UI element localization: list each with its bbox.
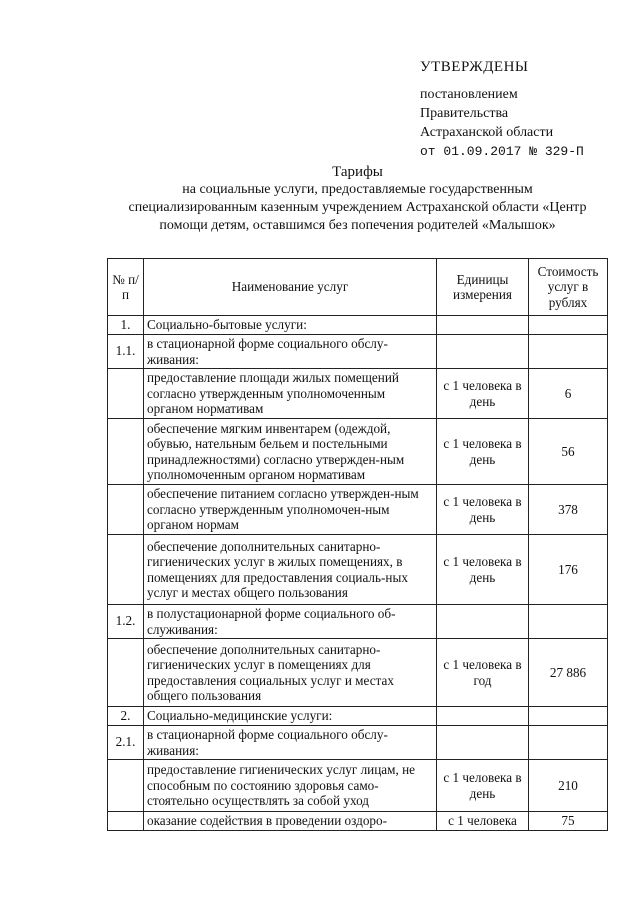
row-name: в стационарной форме социального обслу-живания: xyxy=(144,726,437,760)
row-cost xyxy=(529,707,608,726)
table-row xyxy=(108,335,608,369)
row-unit: с 1 человека в день xyxy=(437,485,529,535)
table-row xyxy=(108,316,608,335)
row-name: предоставление гигиенических услуг лицам, не способным по состоянию здоровья само-стоятельно осуществлять за собой уход xyxy=(144,760,437,812)
row-cost xyxy=(529,726,608,760)
approval-line: Астраханской области xyxy=(420,125,554,140)
row-unit xyxy=(437,335,529,369)
approval-line: Правительства xyxy=(420,106,509,121)
title-line: помощи детям, оставшимся без попечения родителей «Малышок» xyxy=(159,218,556,233)
row-unit xyxy=(437,316,529,335)
table-row xyxy=(108,639,608,707)
row-name: обеспечение мягким инвентарем (одеждой, обувью, нательным бельем и постельными принадлежностями) согласно утвержден-ным уполномоченным органом нормативам xyxy=(144,419,437,485)
row-unit: с 1 человека в год xyxy=(437,639,529,707)
row-cost: 56 xyxy=(529,419,608,485)
row-no xyxy=(108,812,144,831)
row-cost xyxy=(529,335,608,369)
row-cost: 176 xyxy=(529,535,608,605)
row-name: Социально-бытовые услуги: xyxy=(144,316,437,335)
row-name: в полустационарной форме социального об-служивания: xyxy=(144,605,437,639)
row-name: обеспечение питанием согласно утвержден-ным согласно утвержденным уполномочен-ным органом нормам xyxy=(144,485,437,535)
row-cost xyxy=(529,605,608,639)
row-unit: с 1 человека xyxy=(437,812,529,831)
header-unit: Единицы измерения xyxy=(437,259,529,316)
row-no: 2.1. xyxy=(108,726,144,760)
table-row xyxy=(108,419,608,485)
approved-heading: УТВЕРЖДЕНЫ xyxy=(420,59,529,75)
row-no xyxy=(108,535,144,605)
tariffs-table xyxy=(107,258,608,831)
decree-number: от 01.09.2017 № 329-П xyxy=(420,144,584,159)
row-unit xyxy=(437,605,529,639)
row-name: обеспечение дополнительных санитарно-гигиенических услуг в жилых помещениях, в помещениях для предоставления социаль-ных услуг и местах общего пользования xyxy=(144,535,437,605)
approval-block xyxy=(420,58,620,161)
table-row xyxy=(108,605,608,639)
table-row xyxy=(108,369,608,419)
document-title-block xyxy=(105,163,610,235)
row-name: Социально-медицинские услуги: xyxy=(144,707,437,726)
document-title: Тарифы xyxy=(332,164,383,180)
row-unit: с 1 человека в день xyxy=(437,760,529,812)
row-cost: 6 xyxy=(529,369,608,419)
row-unit xyxy=(437,726,529,760)
header-name: Наименование услуг xyxy=(144,259,437,316)
table-row xyxy=(108,485,608,535)
row-no xyxy=(108,485,144,535)
row-no: 2. xyxy=(108,707,144,726)
row-cost xyxy=(529,316,608,335)
row-name: в стационарной форме социального обслу-живания: xyxy=(144,335,437,369)
row-name: обеспечение дополнительных санитарно-гигиенических услуг в помещениях для предоставления социальных услуг и местах общего пользования xyxy=(144,639,437,707)
row-name: предоставление площади жилых помещений согласно утвержденным уполномоченным органом нормативам xyxy=(144,369,437,419)
table-row xyxy=(108,707,608,726)
row-unit xyxy=(437,707,529,726)
approval-line: постановлением xyxy=(420,87,518,102)
row-no xyxy=(108,760,144,812)
row-no xyxy=(108,639,144,707)
row-no: 1.2. xyxy=(108,605,144,639)
table-row xyxy=(108,535,608,605)
header-no: № п/п xyxy=(108,259,144,316)
header-cost: Стоимость услуг в рублях xyxy=(529,259,608,316)
row-no: 1.1. xyxy=(108,335,144,369)
row-no xyxy=(108,369,144,419)
row-unit: с 1 человека в день xyxy=(437,419,529,485)
row-no: 1. xyxy=(108,316,144,335)
table-row xyxy=(108,812,608,831)
table-header-row xyxy=(108,259,608,316)
table-row xyxy=(108,726,608,760)
row-unit: с 1 человека в день xyxy=(437,535,529,605)
row-unit: с 1 человека в день xyxy=(437,369,529,419)
row-cost: 75 xyxy=(529,812,608,831)
title-line: специализированным казенным учреждением Астраханской области «Центр xyxy=(128,200,587,215)
row-cost: 27 886 xyxy=(529,639,608,707)
row-no xyxy=(108,419,144,485)
title-line: на социальные услуги, предоставляемые государственным xyxy=(182,182,533,197)
row-cost: 378 xyxy=(529,485,608,535)
row-cost: 210 xyxy=(529,760,608,812)
table-row xyxy=(108,760,608,812)
row-name: оказание содействия в проведении оздоро- xyxy=(144,812,437,831)
